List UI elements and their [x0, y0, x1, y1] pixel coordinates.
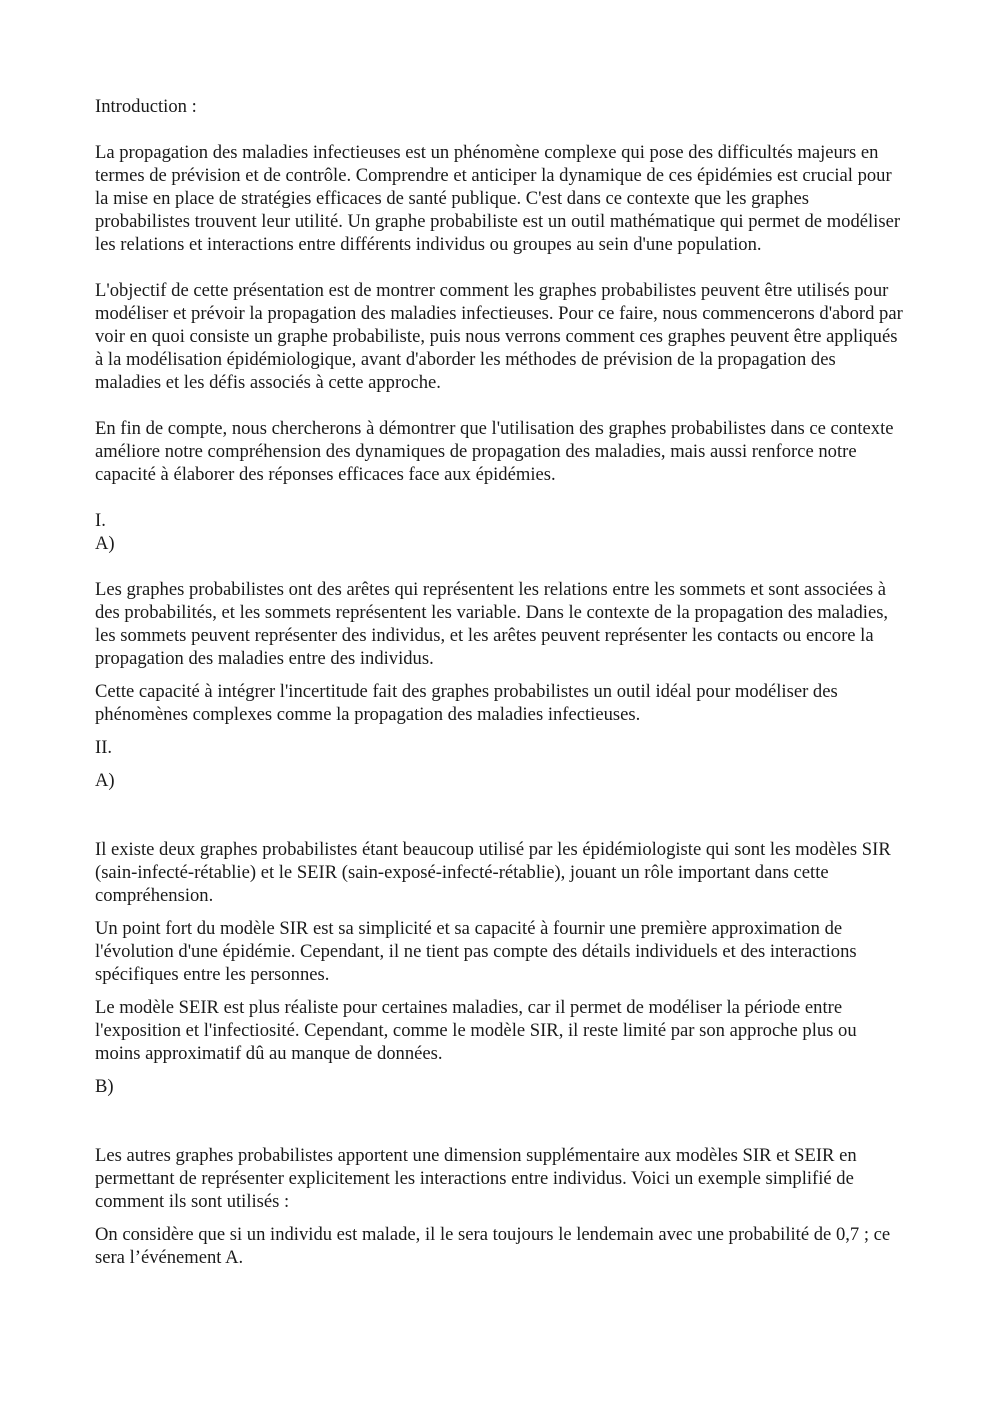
section-2-a-paragraph-1: Il existe deux graphes probabilistes étant beaucoup utilisé par les épidémiologiste qui sont les modèles SIR (sain-infecté-rétablie) et le SEIR (sain-exposé-infecté-rétablie), jouant un rôle important dans cette compréhension. — [95, 839, 891, 906]
intro-paragraph-1: La propagation des maladies infectieuses est un phénomène complexe qui pose des difficultés majeurs en termes de prévision et de contrôle. Comprendre et anticiper la dynamique de ces épidémies est crucial pour la mise en place de stratégies efficaces de santé publique. C'est dans ce contexte que les graphes probabilistes trouvent leur utilité. Un graphe probabiliste est un outil mathématique qui permet de modéliser les relations et interactions entre différents individus ou groupes au sein d'une population. — [95, 142, 901, 255]
section-1-a-paragraph-2: Cette capacité à intégrer l'incertitude fait des graphes probabilistes un outil idéal pour modéliser des phénomènes complexes comme la propagation des maladies infectieuses. — [95, 681, 838, 725]
intro-paragraph-3: En fin de compte, nous chercherons à démontrer que l'utilisation des graphes probabilistes dans ce contexte améliore notre compréhension des dynamiques de propagation des maladies, mais aussi renforce notre capacité à élaborer des réponses efficaces face aux épidémies. — [95, 418, 894, 485]
intro-heading: Introduction : — [95, 96, 197, 117]
section-2-b-paragraph-2: On considère que si un individu est malade, il le sera toujours le lendemain avec une probabilité de 0,7 ; ce sera l’événement A. — [95, 1224, 891, 1268]
section-2-b-paragraph-1: Les autres graphes probabilistes apportent une dimension supplémentaire aux modèles SIR et SEIR en permettant de représenter explicitement les interactions entre individus. Voici un exemple simplifié de comment ils sont utilisés : — [95, 1145, 857, 1212]
section-2-label: II. — [95, 737, 113, 758]
section-2-a-paragraph-2: Un point fort du modèle SIR est sa simplicité et sa capacité à fournir une première approximation de l'évolution d'une épidémie. Cependant, il ne tient pas compte des détails individuels et des interactions spécifiques entre les personnes. — [95, 918, 857, 985]
section-1-a-paragraph-1: Les graphes probabilistes ont des arêtes qui représentent les relations entre les sommets et sont associées à des probabilités, et les sommets représentent les variable. Dans le contexte de la propagation des maladies, les sommets peuvent représenter des individus, et les arêtes peuvent représenter les contacts ou encore la propagation des maladies entre des individus. — [95, 579, 889, 669]
section-2-a-label: A) — [95, 770, 115, 791]
section-1-label: I. — [95, 510, 106, 531]
section-2-a-paragraph-3: Le modèle SEIR est plus réaliste pour certaines maladies, car il permet de modéliser la période entre l'exposition et l'infectiosité. Cependant, comme le modèle SIR, il reste limité par son approche plus ou moins approximatif dû au manque de données. — [95, 997, 857, 1064]
document-page — [95, 95, 905, 1279]
section-2-b-label: B) — [95, 1076, 114, 1097]
section-1-a-label: A) — [95, 533, 115, 554]
intro-paragraph-2: L'objectif de cette présentation est de montrer comment les graphes probabilistes peuvent être utilisés pour modéliser et prévoir la propagation des maladies infectieuses. Pour ce faire, nous commencerons d'abord par voir en quoi consiste un graphe probabiliste, puis nous verrons comment ces graphes peuvent être appliqués à la modélisation épidémiologique, avant d'aborder les méthodes de prévision de la propagation des maladies et les défis associés à cette approche. — [95, 280, 903, 393]
